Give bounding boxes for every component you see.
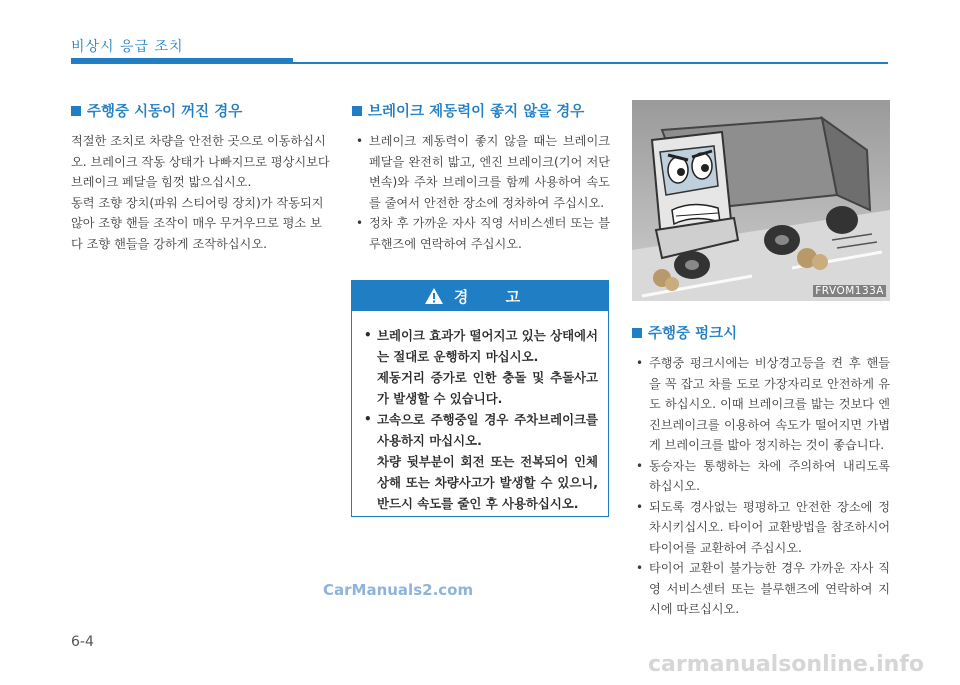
warning-triangle-icon: [424, 287, 444, 305]
warning-text: • 고속으로 주행중일 경우 주차브레이크를 사용하지 마십시오.: [377, 412, 598, 448]
flat-tire-list: [632, 353, 890, 620]
warning-header: [352, 281, 608, 311]
square-bullet-icon: [352, 106, 362, 116]
square-bullet-icon: [632, 328, 642, 338]
flat-tire-section: [632, 322, 890, 620]
brake-failure-heading: [352, 100, 610, 121]
warning-text: • 브레이크 효과가 떨어지고 있는 상태에서는 절대로 운행하지 마십시오.: [377, 328, 598, 364]
list-item: • 되도록 경사없는 평평하고 안전한 장소에 정차시키십시오. 타이어 교환방법을 참조하시어 타이어를 교환하여 주십시오.: [632, 497, 890, 559]
stalled-engine-section: [71, 100, 331, 254]
warning-item: [360, 409, 598, 514]
warning-list: [352, 311, 608, 514]
warning-text: 차량 뒷부분이 회전 또는 전복되어 인체 상해 또는 차량사고가 발생할 수 있으니, 반드시 속도를 줄인 후 사용하십시오.: [377, 454, 598, 511]
list-item: • 브레이크 제동력이 좋지 않을 때는 브레이크 페달을 완전히 밟고, 엔진 브레이크(기어 저단 변속)와 주차 브레이크를 함께 사용하여 속도를 줄여서 안전한 장소에 정차하여 주십시오.: [352, 131, 610, 213]
heading-text: 주행중 시동이 꺼진 경우: [87, 104, 243, 120]
flat-tire-heading: [632, 322, 890, 343]
heading-text: 주행중 펑크시: [648, 326, 738, 342]
paragraph: 동력 조향 장치(파워 스티어링 장치)가 작동되지 않아 조향 핸들 조작이 매우 무거우므로 평소 보다 조향 핸들을 강하게 조작하십시오.: [71, 195, 324, 251]
figure-code: FRVOM133A: [815, 285, 884, 297]
warning-box: [351, 280, 609, 517]
section-title: 비상시 응급 조치: [71, 39, 184, 55]
list-item: • 동승자는 통행하는 차에 주의하여 내리도록 하십시오.: [632, 456, 890, 497]
flat-tire-truck-illustration: [632, 100, 890, 301]
header-rule-thin: [293, 62, 888, 64]
carmanuals-watermark: CarManuals2.com: [323, 581, 474, 599]
warning-title: 경 고: [453, 287, 537, 306]
header-rule-thick: [71, 58, 293, 64]
square-bullet-icon: [71, 106, 81, 116]
list-item: • 정차 후 가까운 자사 직영 서비스센터 또는 블루핸즈에 연락하여 주십시오.: [352, 213, 610, 254]
paragraph: 적절한 조치로 차량을 안전한 곳으로 이동하십시오. 브레이크 작동 상태가 나빠지므로 평상시보다 브레이크 페달을 힘껏 밟으십시오.: [71, 134, 330, 189]
heading-text: 브레이크 제동력이 좋지 않을 경우: [368, 104, 585, 120]
list-item: • 주행중 펑크시에는 비상경고등을 켠 후 핸들을 꼭 잡고 차를 도로 가장자리로 안전하게 유도 하십시오. 이때 브레이크를 밟는 것보다 엔진브레이크를 이용하여 속도가 떨어지면 가볍게 브레이크를 밟아 정지하는 것이 좋습니다.: [632, 353, 890, 456]
list-item: • 타이어 교환이 불가능한 경우 가까운 자사 직영 서비스센터 또는 블루핸즈에 연락하여 지시에 따르십시오.: [632, 558, 890, 620]
brake-failure-section: [352, 100, 610, 254]
stalled-engine-heading: [71, 100, 331, 121]
brake-list: [352, 131, 610, 254]
site-watermark: carmanualsonline.info: [648, 652, 924, 677]
warning-item: [360, 325, 598, 409]
warning-text: 제동거리 증가로 인한 충돌 및 추돌사고가 발생할 수 있습니다.: [377, 370, 598, 406]
page-number: 6-4: [71, 634, 94, 650]
